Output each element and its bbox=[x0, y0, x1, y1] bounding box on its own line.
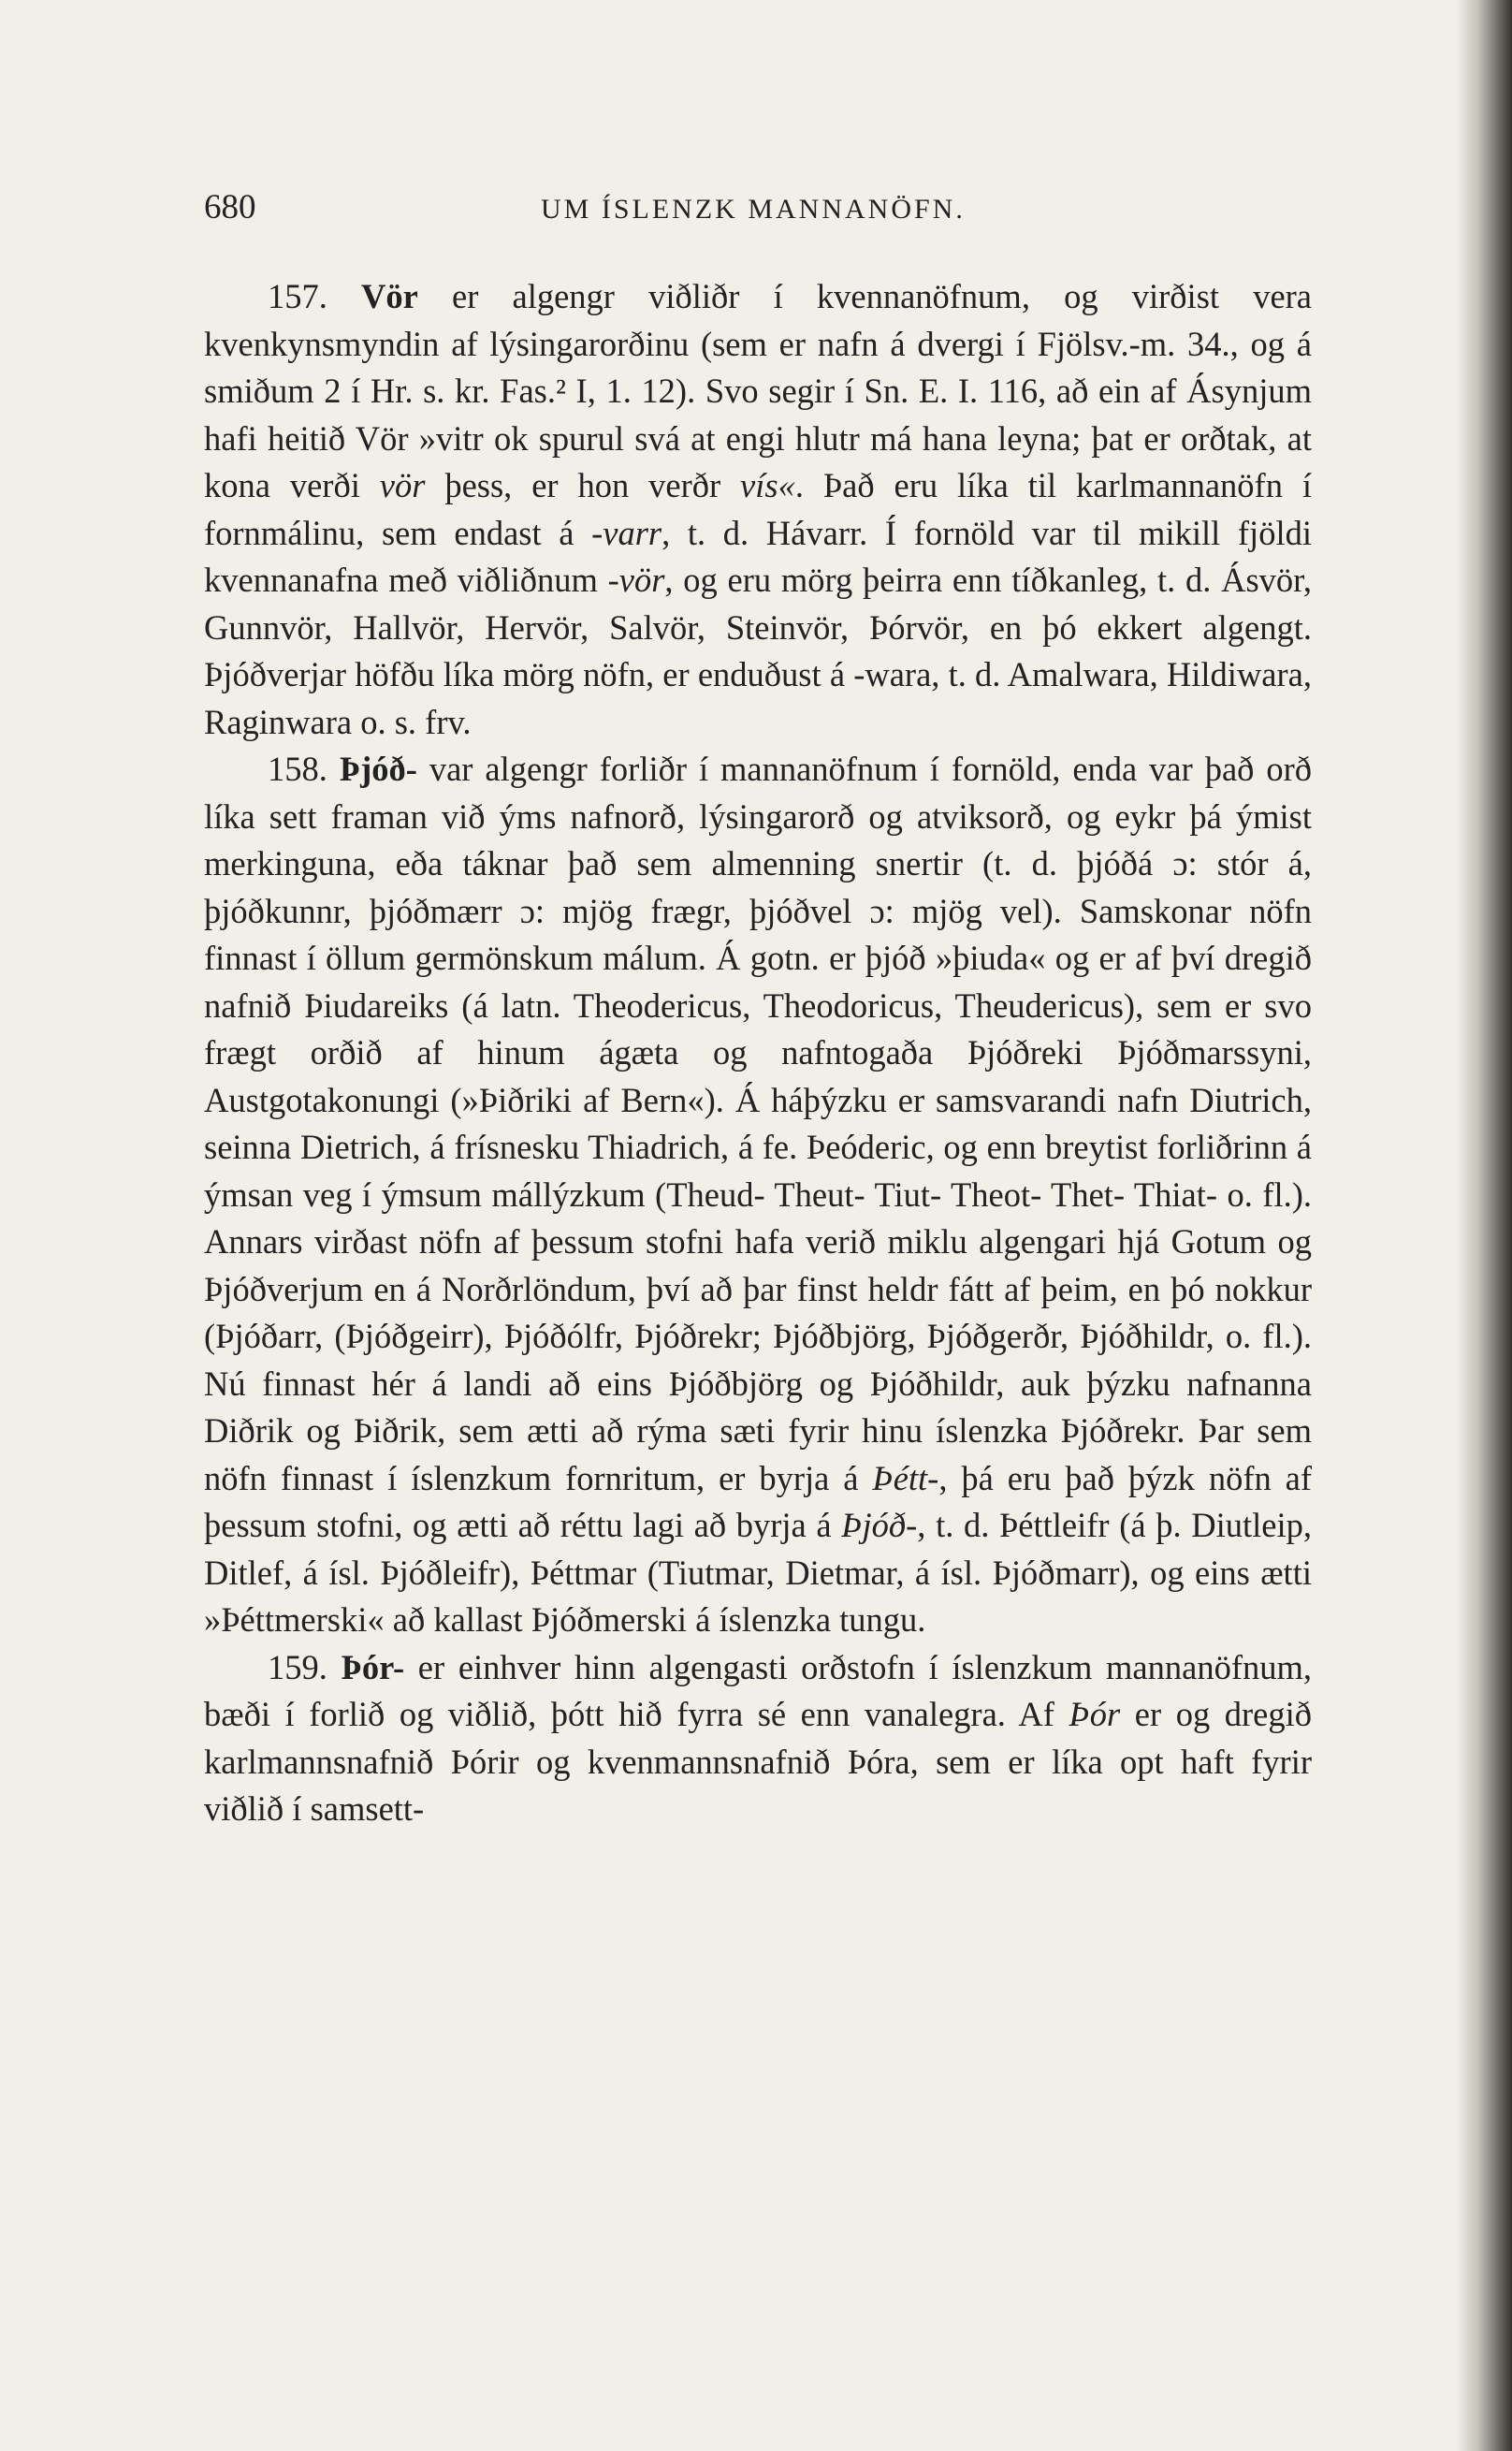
italic-span: -varr bbox=[591, 513, 662, 552]
body-text bbox=[204, 273, 1312, 1833]
text-span: var algengr forliðr í mannanöfnum í fornöld, enda var það orð líka sett framan við ýms nafnorð, lýsingarorð og atviksorð, og eykr þá ýmist merkinguna, eða táknar það sem almenning snertir (t. d. þjóðá ɔ: stór á, þjóðkunnr, þjóðmærr ɔ: mjög frægr, þjóðvel ɔ: mjög vel). Samskonar nöfn finnast í öllum germönskum málum. Á gotn. er þjóð »þiuda« og er af því dregið nafnið Þiudareiks (á latn. Theodericus, Theodoricus, Theudericus), sem er svo frægt orðið af hinum ágæta og nafntogaða Þjóðreki Þjóðmarssyni, Austgotakonungi (»Þiðriki af Bern«). Á háþýzku er samsvarandi nafn Diutrich, seinna Dietrich, á frísnesku Thiadrich, á fe. Þeóderic, og enn breytist forliðrinn á ýmsan veg í ýmsum mállýzkum (Theud- Theut- Tiut- Theot- Thet- Thiat- o. fl.). Annars virðast nöfn af þessum stofni hafa verið miklu algengari hjá Gotum og Þjóðverjum en á Norðrlöndum, því að þar finst heldr fátt af þeim, en þó nokkur (Þjóðarr, (Þjóðgeirr), Þjóðólfr, Þjóðrekr; Þjóðbjörg, Þjóðgerðr, Þjóðhildr, o. fl.). Nú finnast hér á landi að eins Þjóðbjörg og Þjóðhildr, auk þýzku nafnanna Diðrik og Þiðrik, sem ætti að rýma sæti fyrir hinu íslenzka Þjóðrekr. Þar sem nöfn finnast í íslenzkum fornritum, er byrja á bbox=[204, 750, 1313, 1497]
italic-span: Þór bbox=[1069, 1695, 1121, 1733]
paragraph-headword: Þjóð- bbox=[339, 750, 417, 788]
running-title: UM ÍSLENZK MANNANÖFN. bbox=[541, 194, 966, 225]
text-span: er og dregið karlmannsnafnið Þórir og kvenmannsnafnið Þóra, sem er líka opt haft fyrir viðlið í samsett- bbox=[204, 1695, 1312, 1828]
text-span: er algengr viðliðr í kvennanöfnum, og virðist vera kvenkynsmyndin af lýsingarorðinu (sem er nafn á dvergi í Fjölsv.-m. 34., og á smiðum 2 í Hr. s. kr. Fas.² I, 1. 12). Svo segir í Sn. E. I. 116, að ein af Ásynjum hafi heitið Vör »vitr ok spurul svá at engi hlutr má hana leyna; þat er orðtak, at kona verði bbox=[204, 277, 1312, 504]
paragraph-headword: Þór- bbox=[341, 1647, 405, 1686]
page-number: 680 bbox=[204, 188, 256, 226]
running-head bbox=[204, 187, 1312, 234]
text-span: , t. d. Þéttleifr (á þ. Diutleip, Ditlef, á ísl. Þjóðleifr), Þéttmar (Tiutmar, Dietmar, á ísl. Þjóðmarr), og eins ætti »Þéttmerski« að kallast Þjóðmerski á íslenzka tungu. bbox=[204, 1506, 1312, 1639]
text-span: er einhver hinn algengasti orðstofn í íslenzkum mannanöfnum, bæði í forlið og viðlið, þótt hið fyrra sé enn vanalegra. Af bbox=[204, 1647, 1312, 1733]
text-span: , og eru mörg þeirra enn tíðkanleg, t. d. Ásvör, Gunnvör, Hallvör, Hervör, Salvör, Steinvör, Þórvör, en þó ekkert algengt. Þjóðverjar höfðu líka mörg nöfn, er enduðust á -wara, t. d. Amalwara, Hildiwara, Raginwara o. s. frv. bbox=[204, 561, 1312, 741]
italic-span: Þétt- bbox=[872, 1458, 939, 1497]
paragraph-number: 158. bbox=[268, 750, 327, 788]
text-span: , t. d. Hávarr. Í fornöld var til mikill fjöldi kvennanafna með viðliðnum bbox=[204, 513, 1312, 599]
paragraph-headword: Vör bbox=[361, 277, 418, 315]
text-span: . Það eru líka til karlmannanöfn í fornmálinu, sem endast á bbox=[204, 466, 1312, 552]
paragraph-number: 159. bbox=[268, 1647, 327, 1686]
paragraph-number: 157. bbox=[268, 277, 327, 315]
book-binding-shadow bbox=[1456, 0, 1512, 2451]
book-page bbox=[204, 187, 1312, 1833]
italic-span: Þjóð- bbox=[841, 1506, 918, 1544]
paragraph-158 bbox=[204, 746, 1312, 1644]
italic-span: -vör bbox=[607, 561, 665, 599]
italic-span: vís« bbox=[740, 466, 795, 504]
text-span: , þá eru það þýzk nöfn af þessum stofni, og ætti að réttu lagi að byrja á bbox=[204, 1458, 1313, 1544]
italic-span: vör bbox=[379, 466, 426, 504]
paragraph-159 bbox=[204, 1644, 1312, 1833]
text-span: þess, er hon verðr bbox=[425, 466, 741, 504]
paragraph-157 bbox=[204, 273, 1312, 746]
